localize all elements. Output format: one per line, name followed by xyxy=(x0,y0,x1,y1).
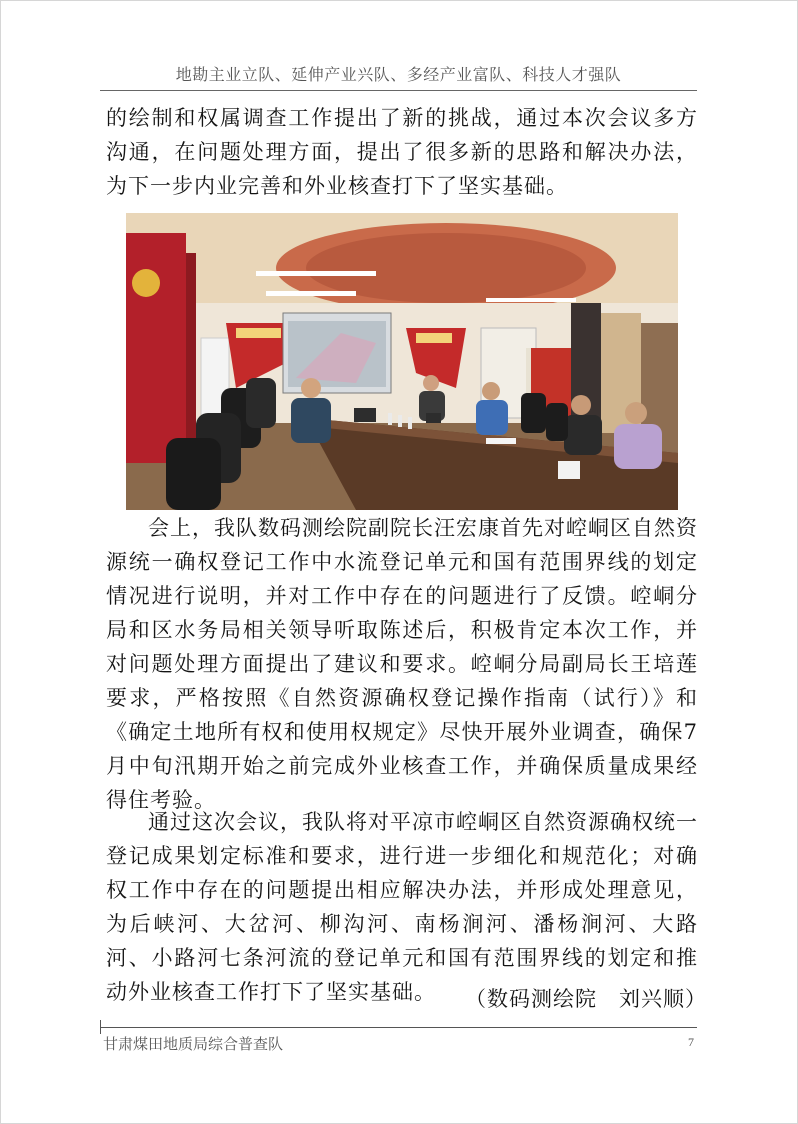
meeting-photo xyxy=(126,213,678,510)
page-header: 地勘主业立队、延伸产业兴队、多经产业富队、科技人才强队 xyxy=(175,65,622,84)
footer-organization: 甘肃煤田地质局综合普查队 xyxy=(103,1035,284,1053)
meeting-photo-illustration xyxy=(126,213,678,510)
paragraph-3: 通过这次会议，我队将对平凉市崆峒区自然资源确权统一登记成果划定标准和要求，进行进一步细化和规范化；对确权工作中存在的问题提出相应解决办法，并形成处理意见，为后峡河、大岔河、柳沟河、南杨涧河、潘杨涧河、大路河、小路河七条河流的登记单元和国有范围界线的划定和推动外业核查工作打下了坚实基础。 xyxy=(106,810,698,1004)
paragraph-1: 的绘制和权属调查工作提出了新的挑战，通过本次会议多方沟通，在问题处理方面，提出了很多新的思路和解决办法，为下一步内业完善和外业核查打下了坚实基础。 xyxy=(106,106,698,198)
footer-divider xyxy=(100,1027,697,1028)
author-credit: （数码测绘院 刘兴顺） xyxy=(465,987,707,1011)
paragraph-2: 会上，我队数码测绘院副院长汪宏康首先对崆峒区自然资源统一确权登记工作中水流登记单元和国有范围界线的划定情况进行说明，并对工作中存在的问题进行了反馈。崆峒分局和区水务局相关领导听取陈述后，积极肯定本次工作，并对问题处理方面提出了建议和要求。崆峒分局副局长王培莲要求，严格按照《自然资源确权登记操作指南（试行）》和《确定土地所有权和使用权规定》尽快开展外业调查，确保7月中旬汛期开始之前完成外业核查工作，并确保质量成果经得住考验。 xyxy=(106,516,698,812)
header-divider xyxy=(100,90,697,91)
page-number: 7 xyxy=(688,1035,694,1049)
